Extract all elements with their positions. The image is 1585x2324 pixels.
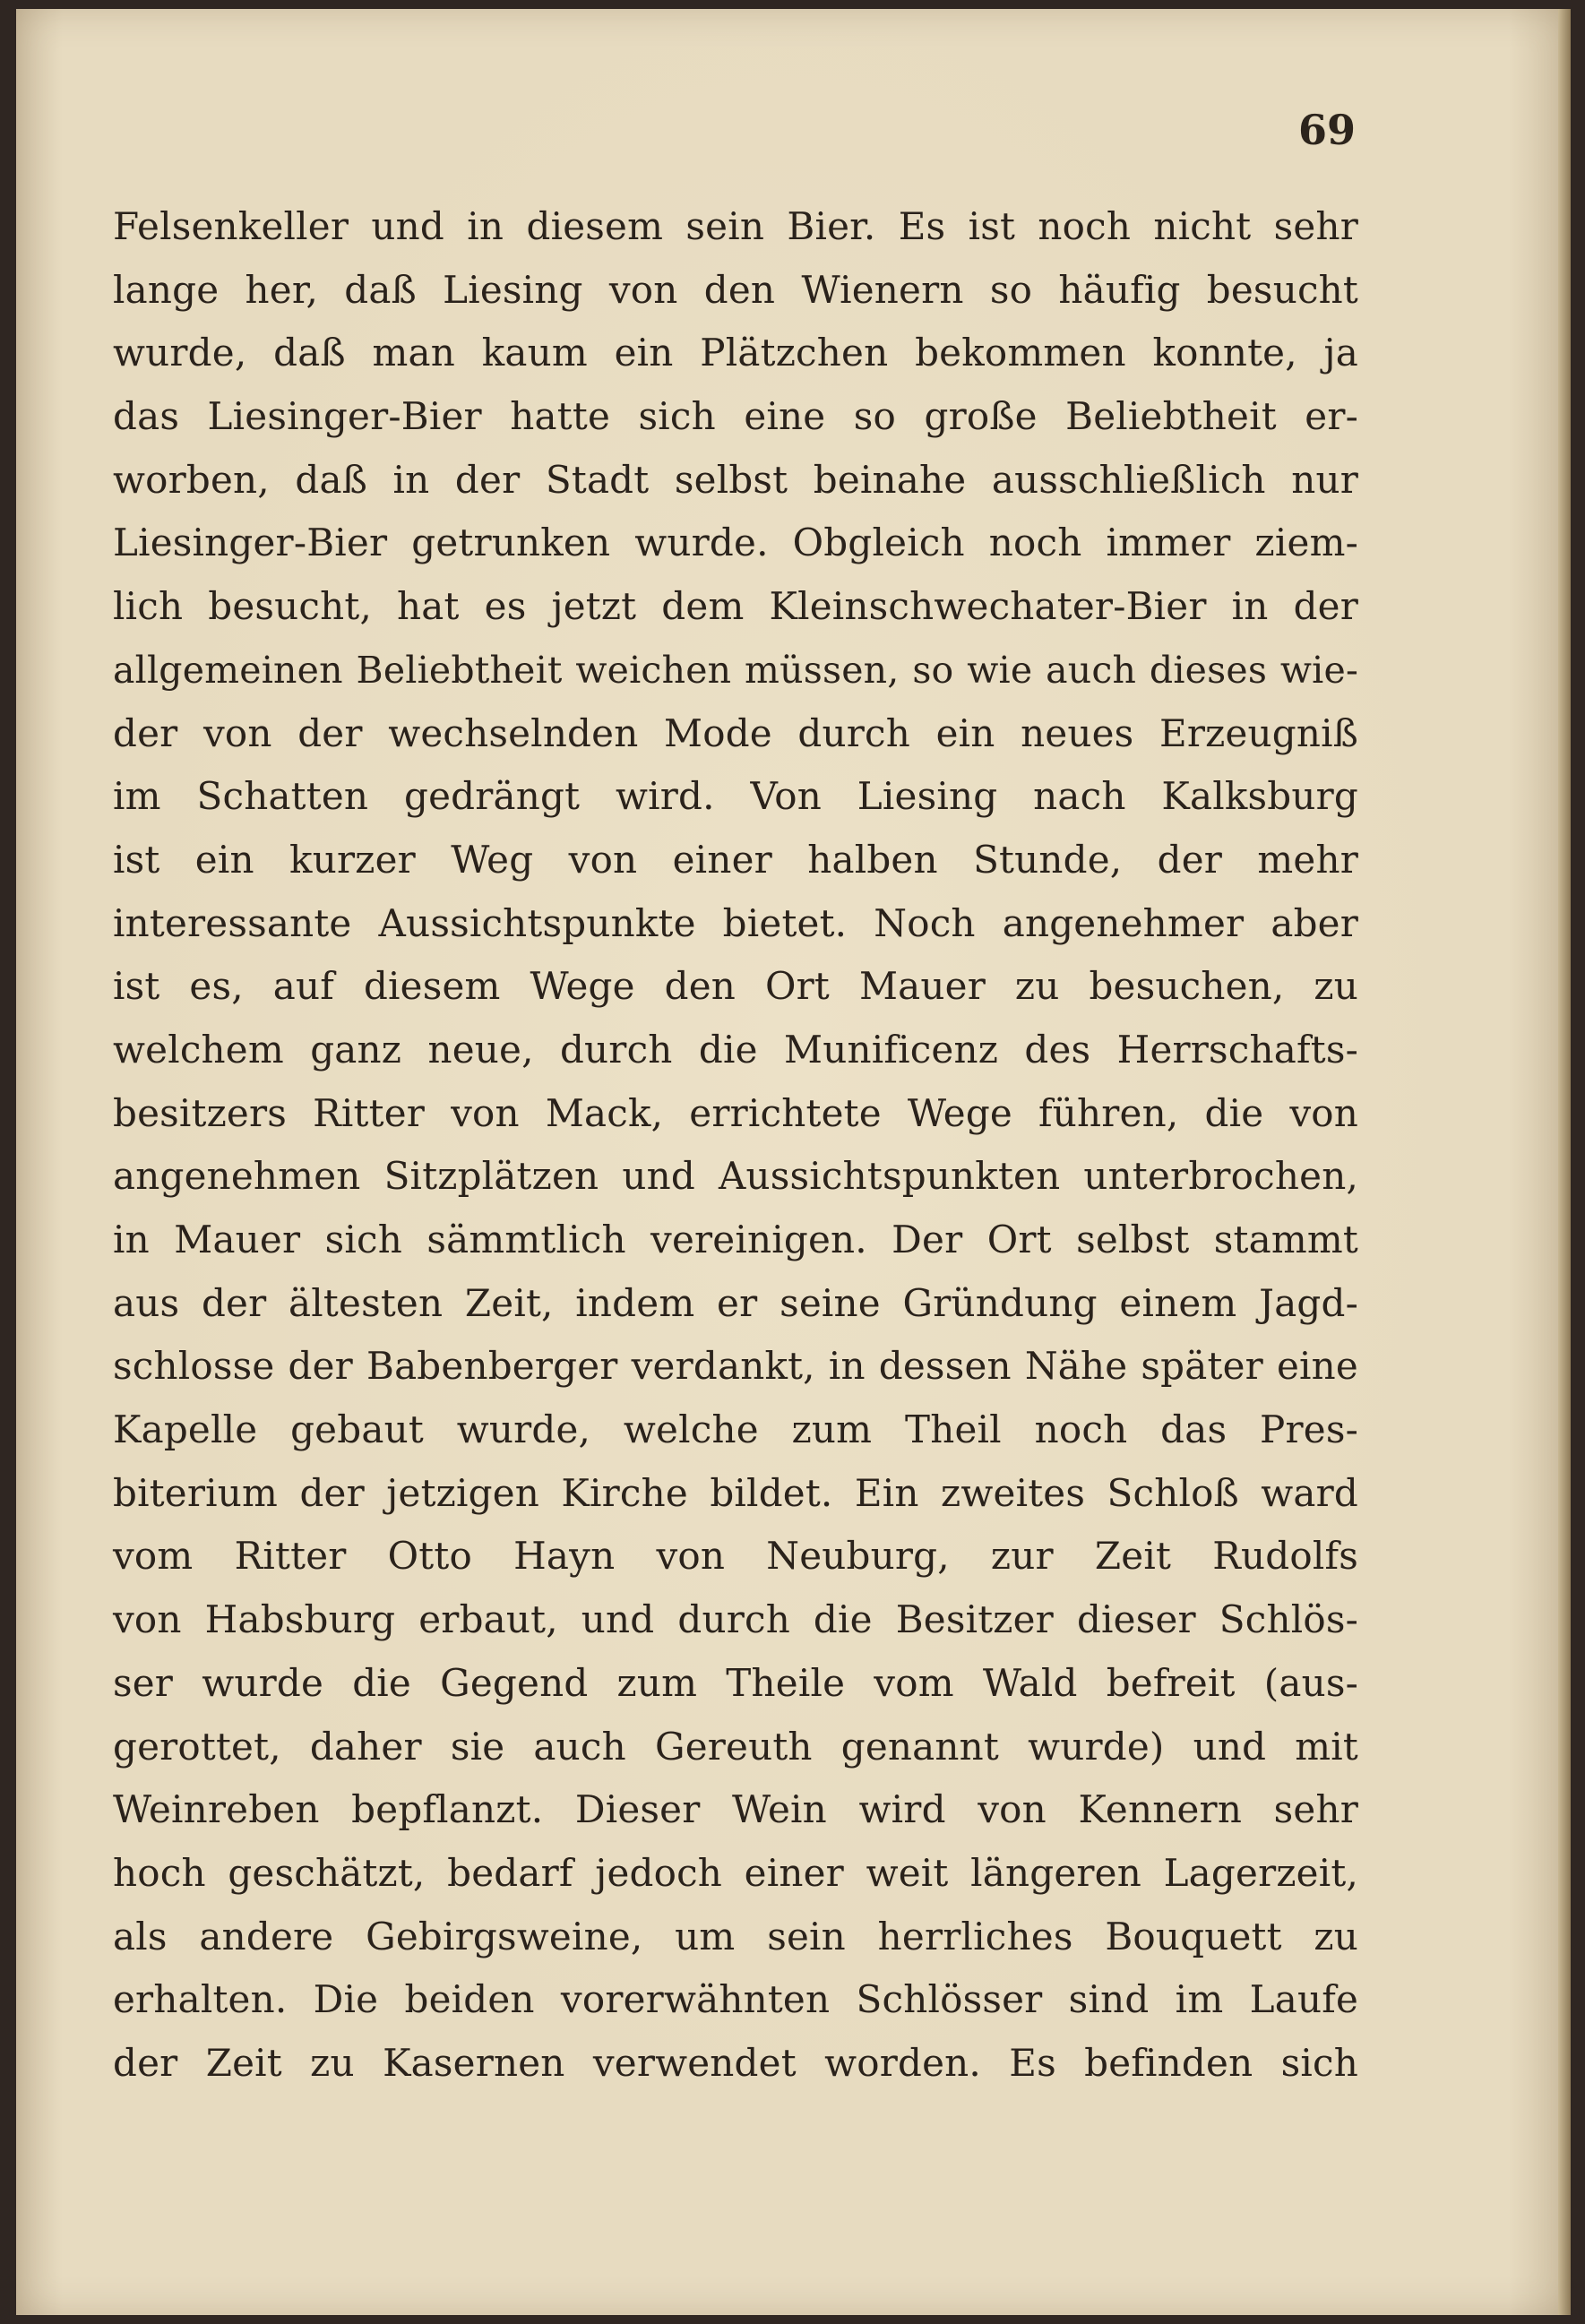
text-line: wurde, daß man kaum ein Plätzchen bekommen konnte, ja [113,331,1358,375]
text-line: worben, daß in der Stadt selbst beinahe ausschließlich nur [113,457,1358,502]
text-line: in Mauer sich sämmtlich vereinigen. Der Ort selbst stammt [113,1218,1358,1261]
text-line: gerottet, daher sie auch Gereuth genannt wurde) und mit [113,1724,1358,1769]
text-line: hoch geschätzt, bedarf jedoch einer weit längeren Lagerzeit, [113,1850,1358,1895]
text-line: Felsenkeller und in diesem sein Bier. Es ist noch nicht sehr [113,204,1358,248]
text-line: angenehmen Sitzplätzen und Aussichtspunkten unterbrochen, [113,1154,1358,1199]
text-line: der von der wechselnden Mode durch ein neues Erzeugniß [113,710,1358,755]
text-line: der Zeit zu Kasernen verwendet worden. Es befinden sich [113,2040,1358,2085]
text-line: biterium der jetzigen Kirche bildet. Ein zweites Schloß ward [113,1470,1358,1515]
text-line: als andere Gebirgsweine, um sein herrliches Bouquett zu [113,1914,1358,1958]
text-line: lich besucht, hat es jetzt dem Kleinschwechater-Bier in der [113,584,1358,629]
book-page [16,9,1571,2315]
text-line: Liesinger-Bier getrunken wurde. Obgleich noch immer ziem- [113,521,1358,565]
text-line: schlosse der Babenberger verdankt, in dessen Nähe später eine [113,1344,1358,1389]
text-line: Kapelle gebaut wurde, welche zum Theil noch das Pres- [113,1407,1358,1452]
text-line: ist ein kurzer Weg von einer halben Stunde, der mehr [113,837,1358,882]
page-number: 69 [1297,106,1356,154]
body-text [113,195,1358,2096]
text-line: von Habsburg erbaut, und durch die Besitzer dieser Schlös- [113,1597,1358,1642]
text-line: im Schatten gedrängt wird. Von Liesing nach Kalksburg [113,774,1358,819]
text-line: besitzers Ritter von Mack, errichtete Wege führen, die von [113,1090,1358,1135]
text-line: das Liesinger-Bier hatte sich eine so große Beliebtheit er- [113,394,1358,439]
text-line: ist es, auf diesem Wege den Ort Mauer zu besuchen, zu [113,964,1358,1009]
text-line: welchem ganz neue, durch die Munificenz des Herrschafts- [113,1027,1358,1072]
text-line: lange her, daß Liesing von den Wienern so häufig besucht [113,267,1358,312]
text-line: erhalten. Die beiden vorerwähnten Schlösser sind im Laufe [113,1977,1358,2022]
text-line: allgemeinen Beliebtheit weichen müssen, so wie auch dieses wie- [113,648,1358,692]
text-line: Weinreben bepflanzt. Dieser Wein wird von Kennern sehr [113,1787,1358,1832]
text-line: ser wurde die Gegend zum Theile vom Wald befreit (aus- [113,1660,1358,1705]
text-line: interessante Aussichtspunkte bietet. Noch angenehmer aber [113,900,1358,945]
page-edge [1558,9,1571,2315]
text-line: aus der ältesten Zeit, indem er seine Gründung einem Jagd- [113,1280,1358,1325]
text-line: vom Ritter Otto Hayn von Neuburg, zur Zeit Rudolfs [113,1534,1358,1579]
